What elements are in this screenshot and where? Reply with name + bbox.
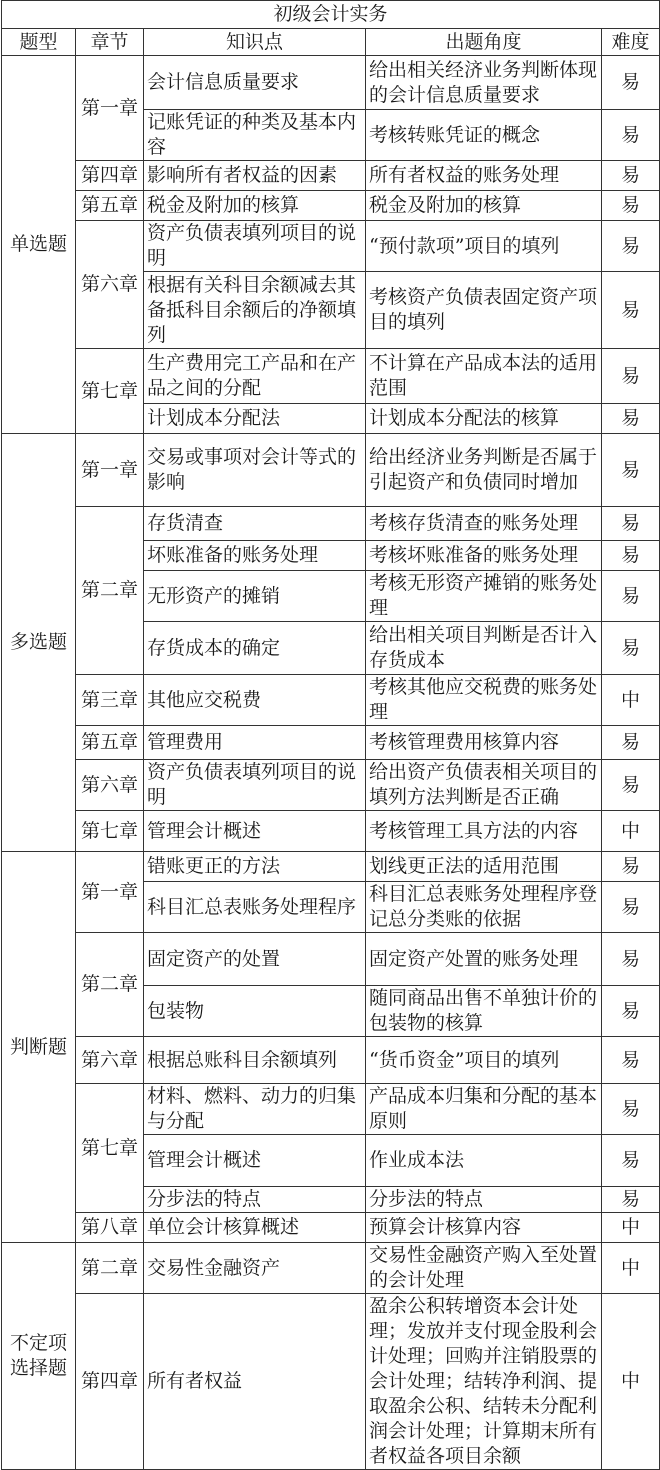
chapter-cell: 第三章 [76, 675, 144, 726]
question-angle-cell: 盈余公积转增资本会计处理；发放并支付现金股利会计处理；回购并注销股票的会计处理；结转净利润、提取盈余公积、结转未分配利润会计处理；计算期末所有者权益各项目余额 [366, 1294, 602, 1470]
knowledge-point-cell: 根据总账科目余额填列 [144, 1037, 366, 1084]
question-angle-cell: 考核其他应交税费的账务处理 [366, 675, 602, 726]
difficulty-cell: 易 [602, 191, 660, 221]
knowledge-point-cell: 影响所有者权益的因素 [144, 161, 366, 191]
difficulty-cell: 易 [602, 404, 660, 434]
question-angle-cell: 不计算在产品成本法的适用范围 [366, 349, 602, 404]
header-chapter: 章节 [76, 29, 144, 56]
table-row [2, 349, 660, 404]
question-type-cell: 不定项选择题 [2, 1243, 76, 1470]
difficulty-cell: 易 [602, 622, 660, 675]
table-row [2, 1084, 660, 1135]
chapter-cell: 第二章 [76, 933, 144, 1037]
question-type-cell: 多选题 [2, 434, 76, 852]
question-angle-cell: 考核资产负债表固定资产项目的填列 [366, 272, 602, 349]
question-angle-cell: 作业成本法 [366, 1135, 602, 1187]
difficulty-cell: 中 [602, 675, 660, 726]
knowledge-point-cell: 分步法的特点 [144, 1187, 366, 1213]
difficulty-cell: 中 [602, 811, 660, 852]
table-row [2, 434, 660, 507]
difficulty-cell: 易 [602, 760, 660, 811]
table-row [2, 933, 660, 986]
knowledge-point-cell: 记账凭证的种类及基本内容 [144, 110, 366, 161]
question-angle-cell: 考核管理费用核算内容 [366, 726, 602, 760]
header-type: 题型 [2, 29, 76, 56]
difficulty-cell: 易 [602, 986, 660, 1037]
chapter-cell: 第七章 [76, 349, 144, 434]
difficulty-cell: 中 [602, 1213, 660, 1243]
knowledge-point-cell: 错账更正的方法 [144, 852, 366, 882]
difficulty-cell: 中 [602, 1243, 660, 1294]
knowledge-point-cell: 管理会计概述 [144, 1135, 366, 1187]
table-row [2, 1037, 660, 1084]
knowledge-point-cell: 资产负债表填列项目的说明 [144, 760, 366, 811]
knowledge-point-cell: 科目汇总表账务处理程序 [144, 882, 366, 933]
header-angle: 出题角度 [366, 29, 602, 56]
question-angle-cell: 考核坏账准备的账务处理 [366, 541, 602, 571]
question-angle-cell: 考核管理工具方法的内容 [366, 811, 602, 852]
question-angle-cell: 预算会计核算内容 [366, 1213, 602, 1243]
question-angle-cell: 考核存货清查的账务处理 [366, 507, 602, 541]
knowledge-point-cell: 根据有关科目余额减去其备抵科目余额后的净额填列 [144, 272, 366, 349]
chapter-cell: 第四章 [76, 161, 144, 191]
knowledge-point-cell: 存货成本的确定 [144, 622, 366, 675]
question-angle-cell: 固定资产处置的账务处理 [366, 933, 602, 986]
difficulty-cell: 易 [602, 726, 660, 760]
chapter-cell: 第八章 [76, 1213, 144, 1243]
question-angle-cell: 分步法的特点 [366, 1187, 602, 1213]
table-row [2, 726, 660, 760]
difficulty-cell: 易 [602, 1037, 660, 1084]
difficulty-cell: 易 [602, 541, 660, 571]
table-title: 初级会计实务 [2, 1, 660, 29]
difficulty-cell: 易 [602, 571, 660, 622]
chapter-cell: 第五章 [76, 191, 144, 221]
question-angle-cell: 所有者权益的账务处理 [366, 161, 602, 191]
table-row [2, 760, 660, 811]
question-type-cell: 单选题 [2, 56, 76, 434]
chapter-cell: 第七章 [76, 811, 144, 852]
question-angle-cell: 给出相关项目判断是否计入存货成本 [366, 622, 602, 675]
question-angle-cell: “货币资金”项目的填列 [366, 1037, 602, 1084]
knowledge-point-cell: 管理费用 [144, 726, 366, 760]
chapter-cell: 第五章 [76, 726, 144, 760]
table-row [2, 1243, 660, 1294]
chapter-cell: 第二章 [76, 507, 144, 675]
question-angle-cell: 考核转账凭证的概念 [366, 110, 602, 161]
question-angle-cell: 给出资产负债表相关项目的填列方法判断是否正确 [366, 760, 602, 811]
table-row [2, 675, 660, 726]
difficulty-cell: 易 [602, 882, 660, 933]
knowledge-point-cell: 单位会计核算概述 [144, 1213, 366, 1243]
knowledge-point-cell: 生产费用完工产品和在产品之间的分配 [144, 349, 366, 404]
difficulty-cell: 易 [602, 1135, 660, 1187]
table-row [2, 852, 660, 882]
question-type-cell: 判断题 [2, 852, 76, 1243]
chapter-cell: 第一章 [76, 852, 144, 933]
difficulty-cell: 易 [602, 852, 660, 882]
table-row [2, 1213, 660, 1243]
difficulty-cell: 易 [602, 349, 660, 404]
question-angle-cell: 随同商品出售不单独计价的包装物的核算 [366, 986, 602, 1037]
knowledge-point-cell: 税金及附加的核算 [144, 191, 366, 221]
header-row [2, 29, 660, 56]
question-angle-cell: 划线更正法的适用范围 [366, 852, 602, 882]
chapter-cell: 第六章 [76, 760, 144, 811]
table-row [2, 221, 660, 272]
question-angle-cell: 计划成本分配法的核算 [366, 404, 602, 434]
knowledge-point-cell: 资产负债表填列项目的说明 [144, 221, 366, 272]
header-difficulty: 难度 [602, 29, 660, 56]
knowledge-point-cell: 管理会计概述 [144, 811, 366, 852]
knowledge-point-cell: 无形资产的摊销 [144, 571, 366, 622]
title-row [2, 1, 660, 29]
knowledge-point-cell: 其他应交税费 [144, 675, 366, 726]
difficulty-cell: 易 [602, 933, 660, 986]
difficulty-cell: 易 [602, 507, 660, 541]
knowledge-point-cell: 交易性金融资产 [144, 1243, 366, 1294]
knowledge-point-cell: 固定资产的处置 [144, 933, 366, 986]
table-row [2, 161, 660, 191]
difficulty-cell: 易 [602, 56, 660, 110]
knowledge-point-cell: 存货清查 [144, 507, 366, 541]
knowledge-point-cell: 材料、燃料、动力的归集与分配 [144, 1084, 366, 1135]
table-row [2, 191, 660, 221]
difficulty-cell: 易 [602, 434, 660, 507]
question-angle-cell: 给出经济业务判断是否属于引起资产和负债同时增加 [366, 434, 602, 507]
table-row [2, 56, 660, 110]
knowledge-point-cell: 所有者权益 [144, 1294, 366, 1470]
chapter-cell: 第七章 [76, 1084, 144, 1213]
table-row [2, 1294, 660, 1470]
chapter-cell: 第四章 [76, 1294, 144, 1470]
knowledge-table [1, 0, 660, 1470]
difficulty-cell: 易 [602, 221, 660, 272]
question-angle-cell: “预付款项”项目的填列 [366, 221, 602, 272]
header-topic: 知识点 [144, 29, 366, 56]
knowledge-point-cell: 坏账准备的账务处理 [144, 541, 366, 571]
chapter-cell: 第一章 [76, 434, 144, 507]
question-angle-cell: 给出相关经济业务判断体现的会计信息质量要求 [366, 56, 602, 110]
knowledge-point-cell: 包装物 [144, 986, 366, 1037]
knowledge-point-cell: 计划成本分配法 [144, 404, 366, 434]
difficulty-cell: 易 [602, 1084, 660, 1135]
table-body [2, 1, 660, 1470]
difficulty-cell: 易 [602, 1187, 660, 1213]
knowledge-point-cell: 会计信息质量要求 [144, 56, 366, 110]
chapter-cell: 第六章 [76, 221, 144, 349]
difficulty-cell: 易 [602, 110, 660, 161]
knowledge-point-cell: 交易或事项对会计等式的影响 [144, 434, 366, 507]
chapter-cell: 第二章 [76, 1243, 144, 1294]
table-row [2, 811, 660, 852]
chapter-cell: 第六章 [76, 1037, 144, 1084]
question-angle-cell: 税金及附加的核算 [366, 191, 602, 221]
difficulty-cell: 易 [602, 272, 660, 349]
question-angle-cell: 考核无形资产摊销的账务处理 [366, 571, 602, 622]
table-row [2, 507, 660, 541]
question-angle-cell: 科目汇总表账务处理程序登记总分类账的依据 [366, 882, 602, 933]
chapter-cell: 第一章 [76, 56, 144, 161]
question-angle-cell: 交易性金融资产购入至处置的会计处理 [366, 1243, 602, 1294]
difficulty-cell: 中 [602, 1294, 660, 1470]
question-angle-cell: 产品成本归集和分配的基本原则 [366, 1084, 602, 1135]
difficulty-cell: 易 [602, 161, 660, 191]
